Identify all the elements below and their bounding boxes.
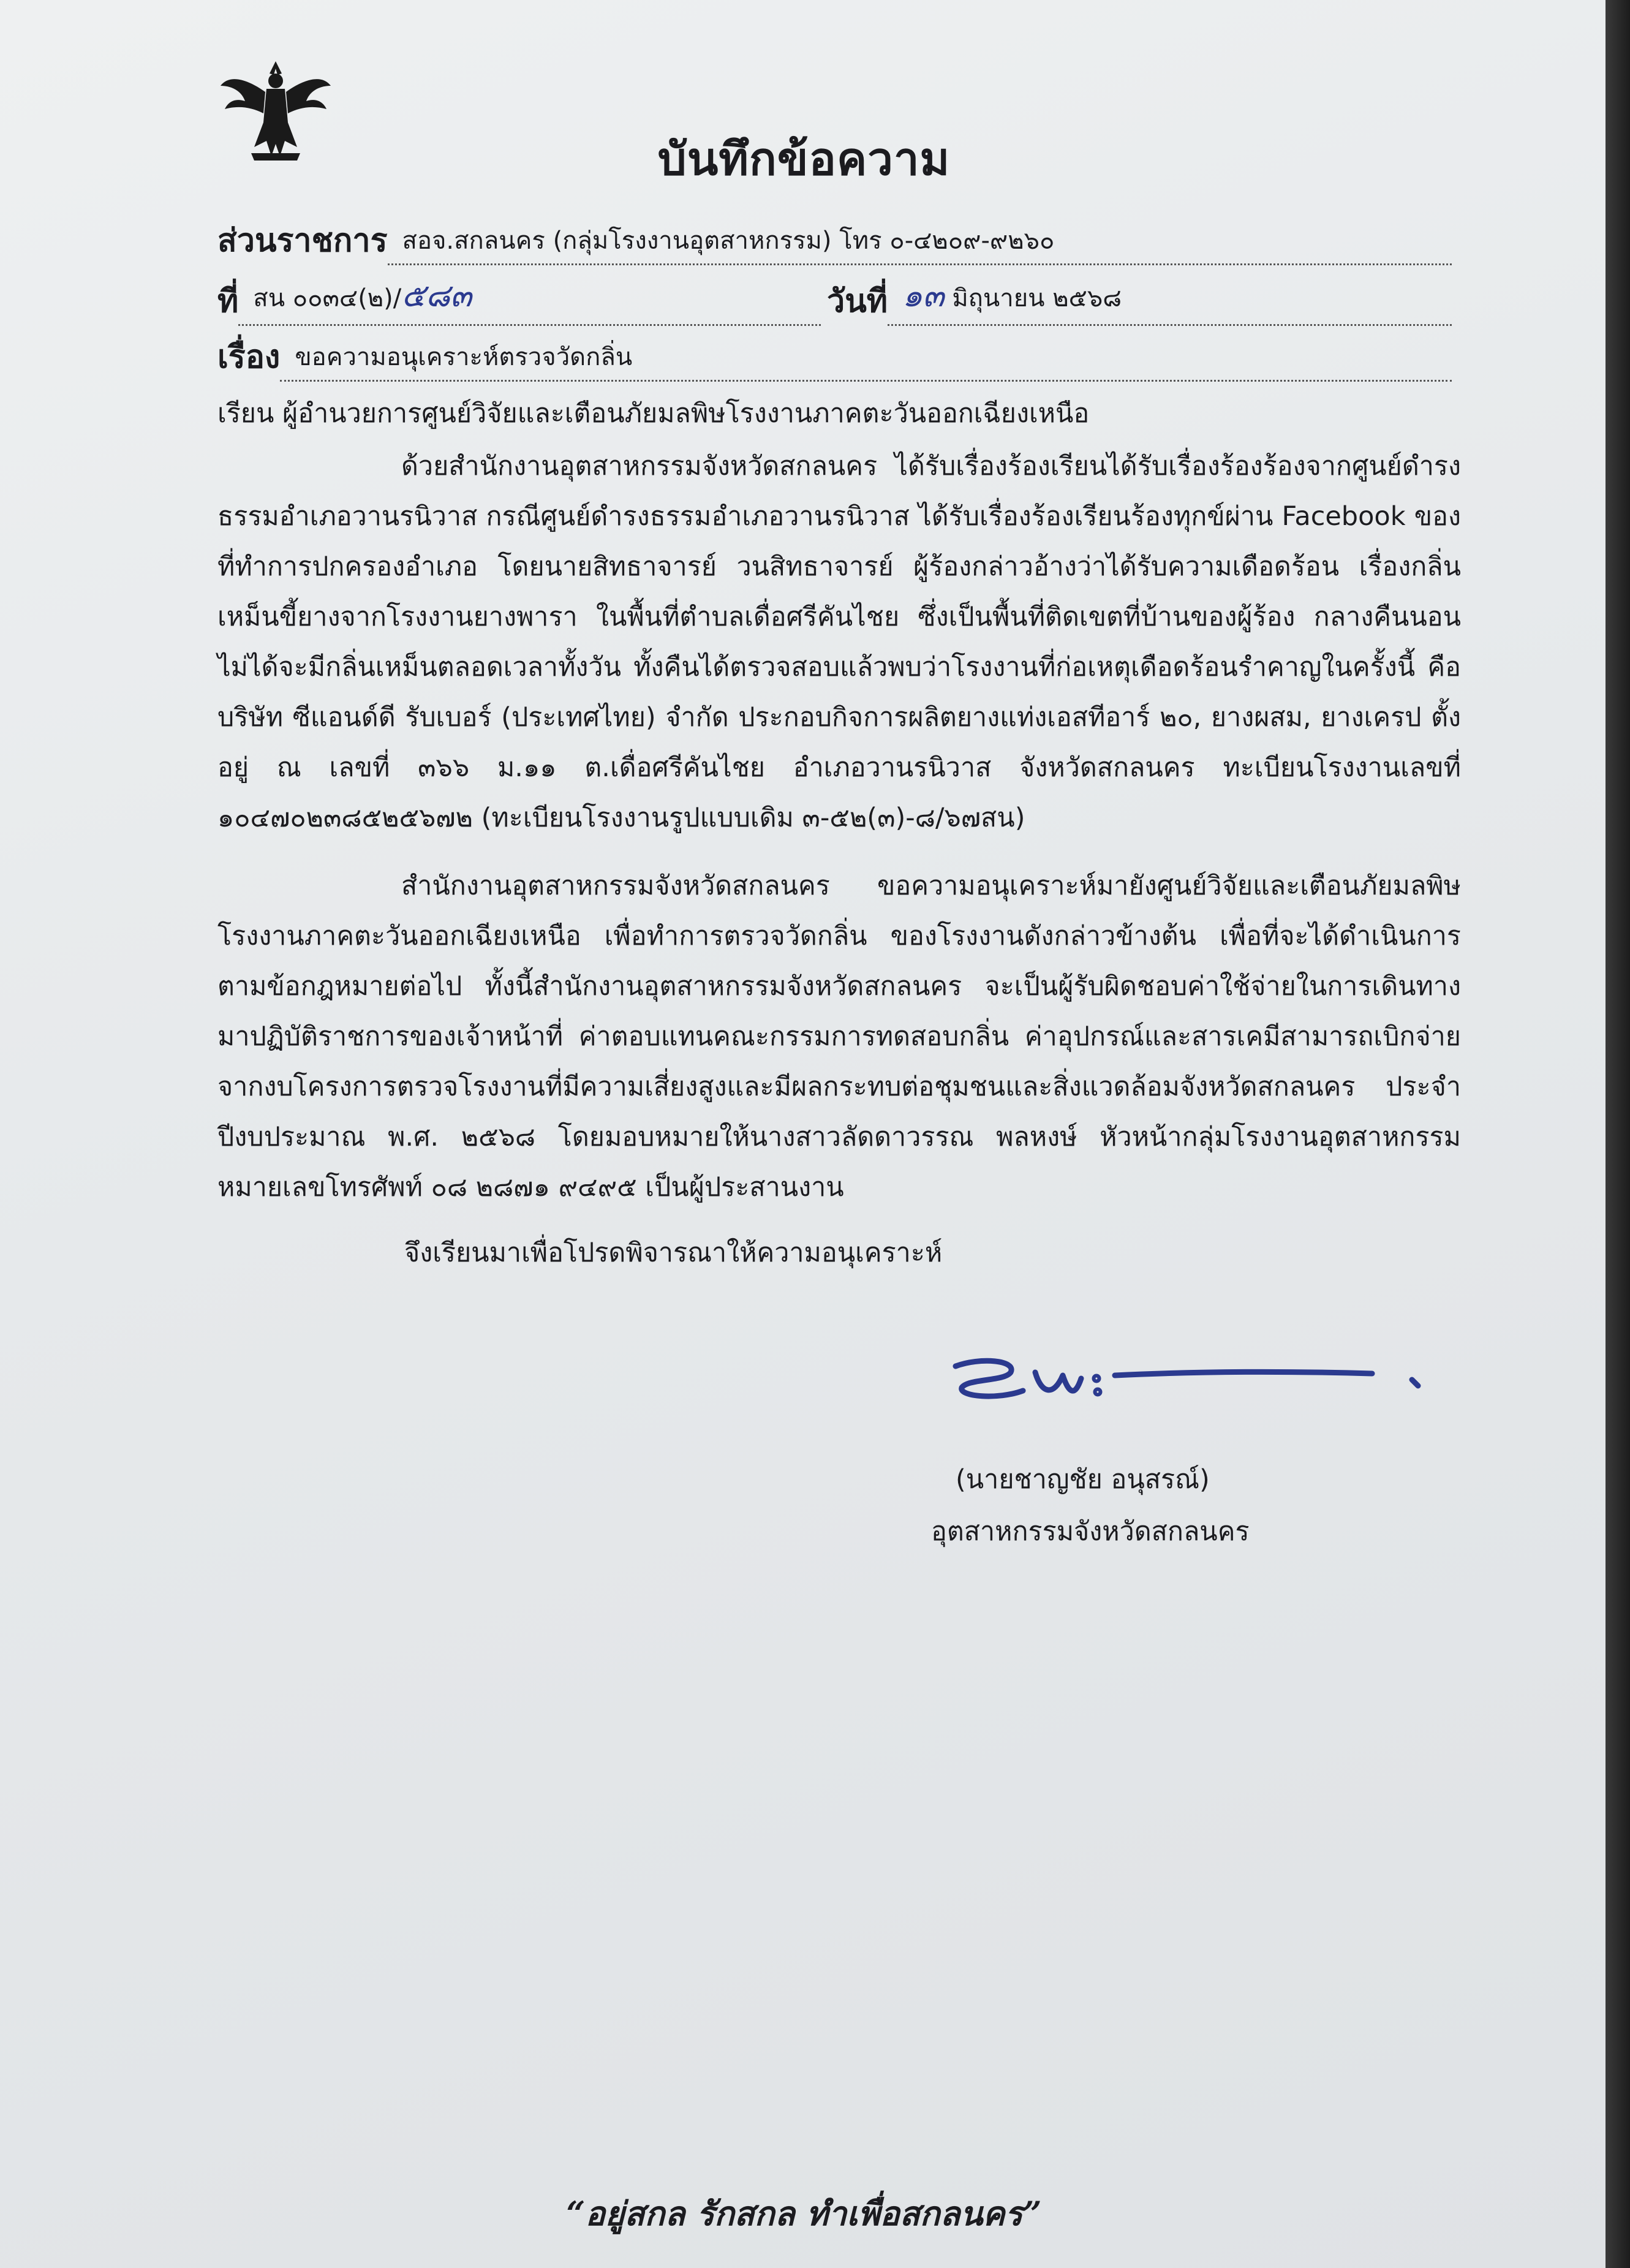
document-title: บันทึกข้อความ	[657, 133, 951, 186]
date-row	[827, 270, 1452, 326]
body-paragraph-1: ด้วยสำนักงานอุตสาหกรรมจังหวัดสกลนคร ได้รับเรื่องร้องเรียนได้รับเรื่องร้องร้องจากศูนย์ดำรงธรรมอำเภอวานรนิวาส กรณีศูนย์ดำรงธรรมอำเภอวานรนิวาส ได้รับเรื่องร้องเรียนร้องทุกข์ผ่าน Facebook ของที่ทำการปกครองอำเภอ โดยนายสิทธาจารย์ วนสิทธาจารย์ ผู้ร้องกล่าวอ้างว่าได้รับความเดือดร้อน เรื่องกลิ่นเหม็นขี้ยางจากโรงงานยางพารา ในพื้นที่ตำบลเดื่อศรีคันไชย ซึ่งเป็นพื้นที่ติดเขตที่บ้านของผู้ร้อง กลางคืนนอนไม่ได้จะมีกลิ่นเหม็นตลอดเวลาทั้งวัน ทั้งคืนได้ตรวจสอบแล้วพบว่าโรงงานที่ก่อเหตุเดือดร้อนรำคาญในครั้งนี้ คือบริษัท ซีแอนด์ดี รับเบอร์ (ประเทศไทย) จำกัด ประกอบกิจการผลิตยางแท่งเอสทีอาร์ ๒๐, ยางผสม, ยางเครป ตั้งอยู่ ณ เลขที่ ๓๖๖ ม.๑๑ ต.เดื่อศรีคันไชย อำเภอวานรนิวาส จังหวัดสกลนคร ทะเบียนโรงงานเลขที่ ๑๐๔๗๐๒๓๘๕๒๕๖๗๒ (ทะเบียนโรงงานรูปแบบเดิม ๓-๕๒(๓)-๘/๖๗สน)	[217, 451, 1461, 833]
body-paragraph-2: สำนักงานอุตสาหกรรมจังหวัดสกลนคร ขอความอนุเคราะห์มายังศูนย์วิจัยและเตือนภัยมลพิษโรงงานภาคตะวันออกเฉียงเหนือ เพื่อทำการตรวจวัดกลิ่น ของโรงงานดังกล่าวข้างต้น เพื่อที่จะได้ดำเนินการตามข้อกฎหมายต่อไป ทั้งนี้สำนักงานอุตสาหกรรมจังหวัดสกลนคร จะเป็นผู้รับผิดชอบค่าใช้จ่ายในการเดินทางมาปฏิบัติราชการของเจ้าหน้าที่ ค่าตอบแทนคณะกรรมการทดสอบกลิ่น ค่าอุปกรณ์และสารเคมีสามารถเบิกจ่ายจากงบโครงการตรวจโรงงานที่มีความเสี่ยงสูงและมีผลกระทบต่อชุมชนและสิ่งแวดล้อมจังหวัดสกลนคร ประจำปีงบประมาณ พ.ศ. ๒๕๖๘ โดยมอบหมายให้นางสาวลัดดาวรรณ พลหงษ์ หัวหน้ากลุ่มโรงงานอุตสาหกรรม หมายเลขโทรศัพท์ ๐๘ ๒๘๗๑ ๙๔๙๕ เป็นผู้ประสานงาน	[217, 871, 1461, 1203]
subject-value: ขอความอนุเคราะห์ตรวจวัดกลิ่น	[280, 337, 1452, 382]
date-value-wrap	[888, 270, 1452, 326]
signer-title: อุตสาหกรรมจังหวัดสกลนคร	[931, 1516, 1250, 1547]
salutation: เรียน ผู้อำนวยการศูนย์วิจัยและเตือนภัยมลพิษโรงงานภาคตะวันออกเฉียงเหนือ	[217, 398, 1090, 429]
agency-row	[217, 214, 1452, 265]
reference-number: สน ๐๐๓๔(๒)/	[253, 284, 402, 312]
reference-label: ที่	[217, 283, 239, 320]
date-label: วันที่	[827, 283, 888, 320]
province-slogan: “อยู่สกล รักสกล ทำเพื่อสกลนคร”	[566, 2194, 1042, 2233]
signer-name: (นายชาญชัย อนุสรณ์)	[956, 1464, 1210, 1495]
agency-value: สอจ.สกลนคร (กลุ่มโรงงานอุตสาหกรรม) โทร ๐-๔๒๐๙-๙๒๖๐	[388, 221, 1452, 265]
reference-row	[217, 270, 821, 326]
closing-line: จึงเรียนมาเพื่อโปรดพิจารณาให้ความอนุเคราะห์	[404, 1238, 943, 1268]
reference-handwritten-number: ๕๘๓	[401, 278, 472, 314]
handwritten-signature	[943, 1342, 1433, 1415]
subject-label: เรื่อง	[217, 339, 281, 376]
date-handwritten-day: ๑๓	[902, 278, 945, 314]
subject-row	[217, 331, 1452, 382]
reference-value-wrap	[238, 270, 821, 326]
background-table-edge	[1605, 0, 1630, 2268]
date-month-year: มิถุนายน ๒๕๖๘	[952, 284, 1122, 312]
agency-label: ส่วนราชการ	[217, 222, 388, 259]
